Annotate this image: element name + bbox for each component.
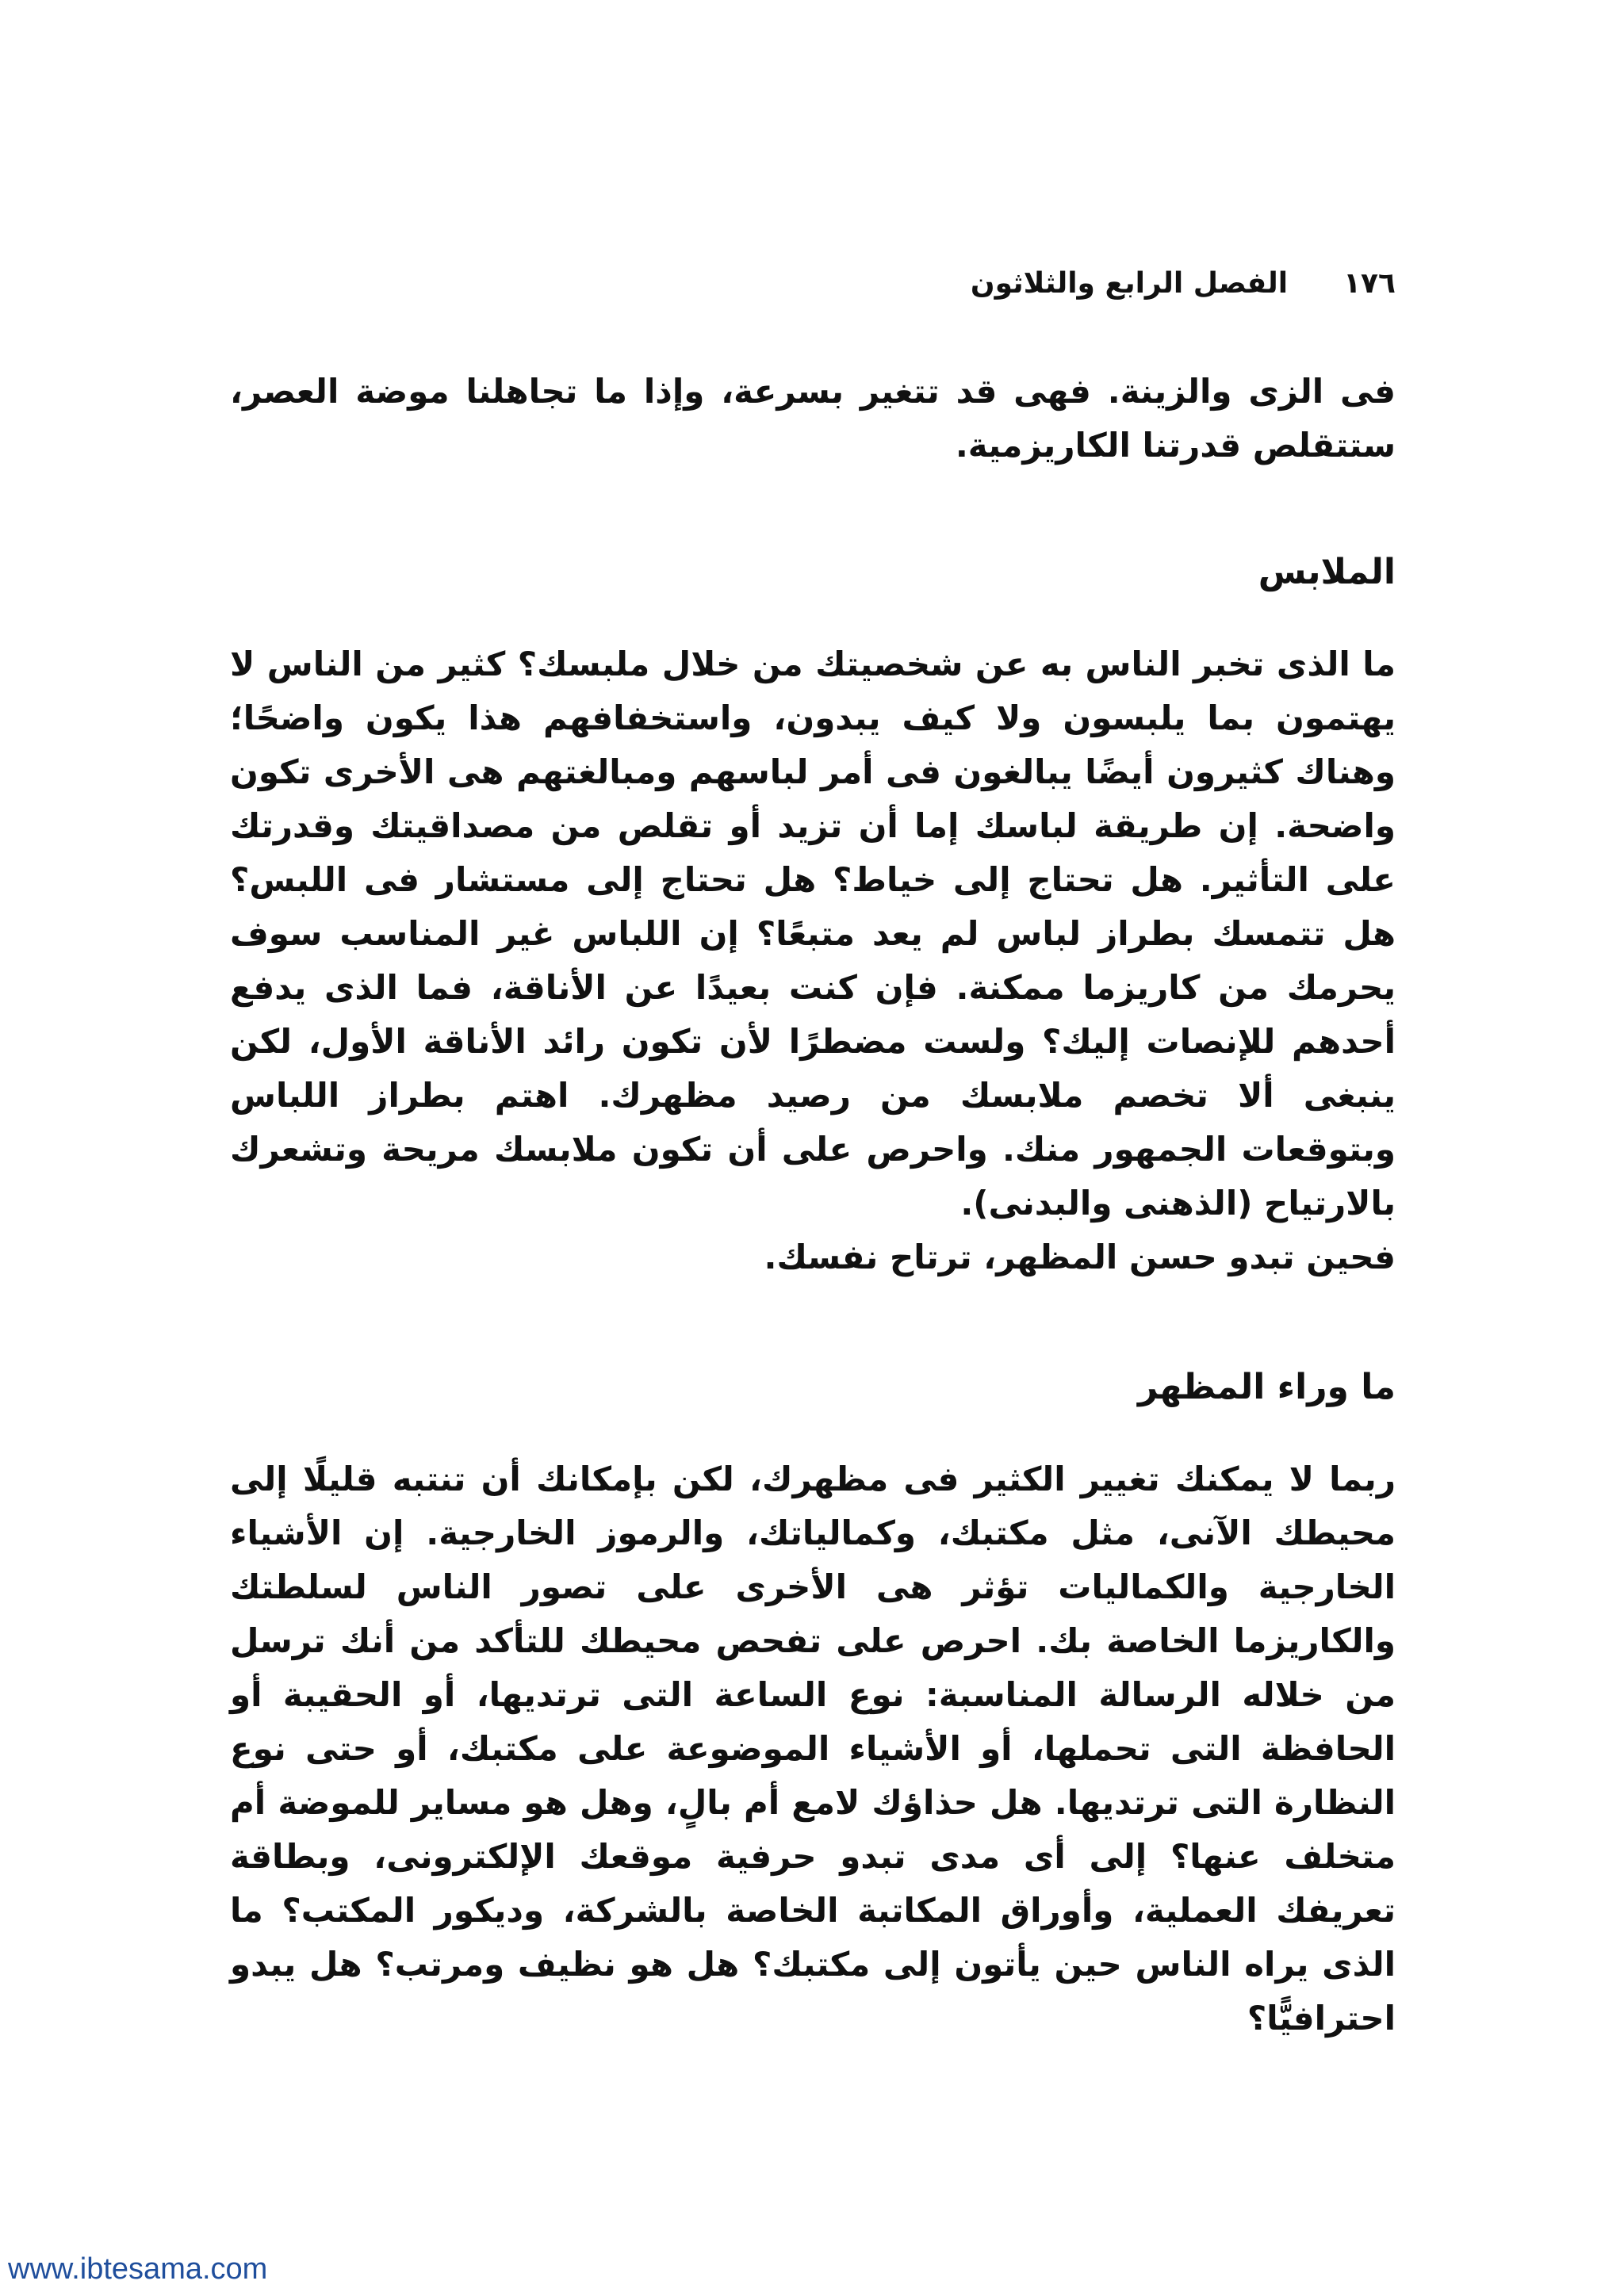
page-number: ١٧٦ bbox=[1343, 266, 1396, 300]
site-watermark: www.ibtesama.com bbox=[8, 2252, 268, 2286]
section-heading-clothing: الملابس bbox=[1258, 552, 1396, 592]
section-beyond-appearance bbox=[230, 1364, 1396, 2045]
running-header bbox=[230, 255, 1396, 311]
section-heading-beyond-appearance: ما وراء المظهر bbox=[1137, 1367, 1396, 1407]
section-clothing bbox=[230, 549, 1396, 1284]
chapter-title: الفصل الرابع والثلاثون bbox=[970, 266, 1289, 300]
clothing-paragraph: ما الذى تخبر الناس به عن شخصيتك من خلال ملبسك؟ كثير من الناس لا يهتمون بما يلبسون ولا كيف يبدون، واستخفافهم هذا يكون واضحًا؛ وهناك كثيرون أيضًا يبالغون فى أمر لباسهم ومبالغتهم هى الأخرى تكون واضحة. إن طريقة لباسك إما أن تزيد أو تقلص من مصداقيتك وقدرتك على التأثير. هل تحتاج إلى خياط؟ هل تحتاج إلى مستشار فى اللبس؟ هل تتمسك بطراز لباس لم يعد متبعًا؟ إن اللباس غير المناسب سوف يحرمك من كاريزما ممكنة. فإن كنت بعيدًا عن الأناقة، فما الذى يدفع أحدهم للإنصات إليك؟ ولست مضطرًا لأن تكون رائد الأناقة الأول، لكن ينبغى ألا تخصم ملابسك من رصيد مظهرك. اهتم بطراز اللباس وبتوقعات الجمهور منك. واحرص على أن تكون ملابسك مريحة وتشعرك بالارتياح (الذهنى والبدنى). bbox=[230, 645, 1396, 1223]
beyond-appearance-paragraph: ربما لا يمكنك تغيير الكثير فى مظهرك، لكن بإمكانك أن تنتبه قليلًا إلى محيطك الآنى، مثل مكتبك، وكمالياتك، والرموز الخارجية. إن الأشياء الخارجية والكماليات تؤثر هى الأخرى على تصور الناس لسلطتك والكاريزما الخاصة بك. احرص على تفحص محيطك للتأكد من أنك ترسل من خلاله الرسالة المناسبة: نوع الساعة التى ترتديها، أو الحقيبة أو الحافظة التى تحملها، أو الأشياء الموضوعة على مكتبك، أو حتى نوع النظارة التى ترتديها. هل حذاؤك لامع أم بالٍ، وهل هو مساير للموضة أم متخلف عنها؟ إلى أى مدى تبدو حرفية موقعك الإلكترونى، وبطاقة تعريفك العملية، وأوراق المكاتبة الخاصة بالشركة، وديكور المكتب؟ ما الذى يراه الناس حين يأتون إلى مكتبك؟ هل هو نظيف ومرتب؟ هل يبدو احترافيًّا؟ bbox=[230, 1460, 1396, 2038]
clothing-closing-line: فحين تبدو حسن المظهر، ترتاح نفسك. bbox=[764, 1238, 1396, 1276]
page-body bbox=[230, 365, 1396, 2045]
intro-paragraph: فى الزى والزينة. فهى قد تتغير بسرعة، وإذا ما تجاهلنا موضة العصر، ستتقلص قدرتنا الكاريزمية. bbox=[230, 372, 1396, 465]
